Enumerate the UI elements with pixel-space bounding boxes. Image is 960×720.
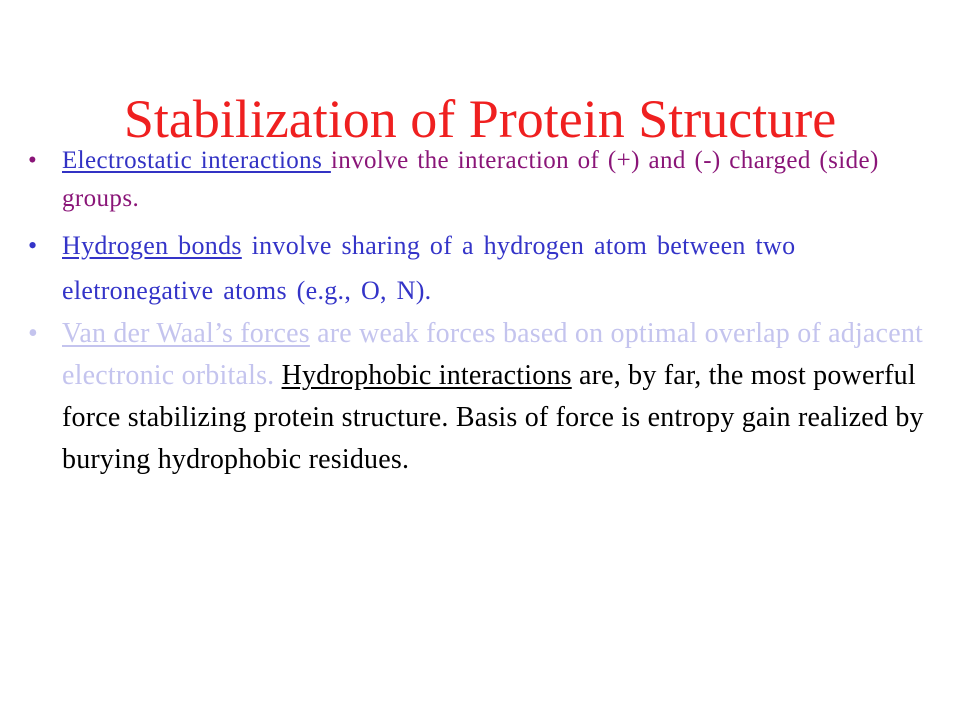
bullet-text: involve the interaction of (+) and (-) charged (side) groups. (62, 147, 879, 212)
bullet-text-hydrophobic: are, by far, the most powerful force stabilizing protein structure. Basis of force is entropy gain realized by burying hydrophobic residues. (62, 360, 924, 475)
bullet-van-der-waals (28, 313, 928, 481)
bullet-term: Van der Waal’s forces (62, 318, 310, 349)
bullet-electrostatic (28, 142, 928, 218)
bullet-marker: • (28, 231, 38, 260)
bullet-term: Hydrogen bonds (62, 231, 242, 260)
bullet-term: Electrostatic interactions (62, 147, 331, 174)
bullet-text: involve sharing of a hydrogen atom between two eletronegative atoms (e.g., O, N). (62, 231, 796, 305)
bullet-marker: • (28, 318, 39, 349)
bullet-hydrogen-bonds (28, 223, 928, 313)
bullet-text: are weak forces based on optimal overlap of adjacent electronic orbitals. (62, 318, 923, 391)
bullet-term-hydrophobic: Hydrophobic interactions (281, 360, 572, 391)
slide-title: Stabilization of Protein Structure (123, 89, 837, 149)
bullet-marker: • (28, 147, 38, 174)
bullet-list (28, 142, 928, 481)
